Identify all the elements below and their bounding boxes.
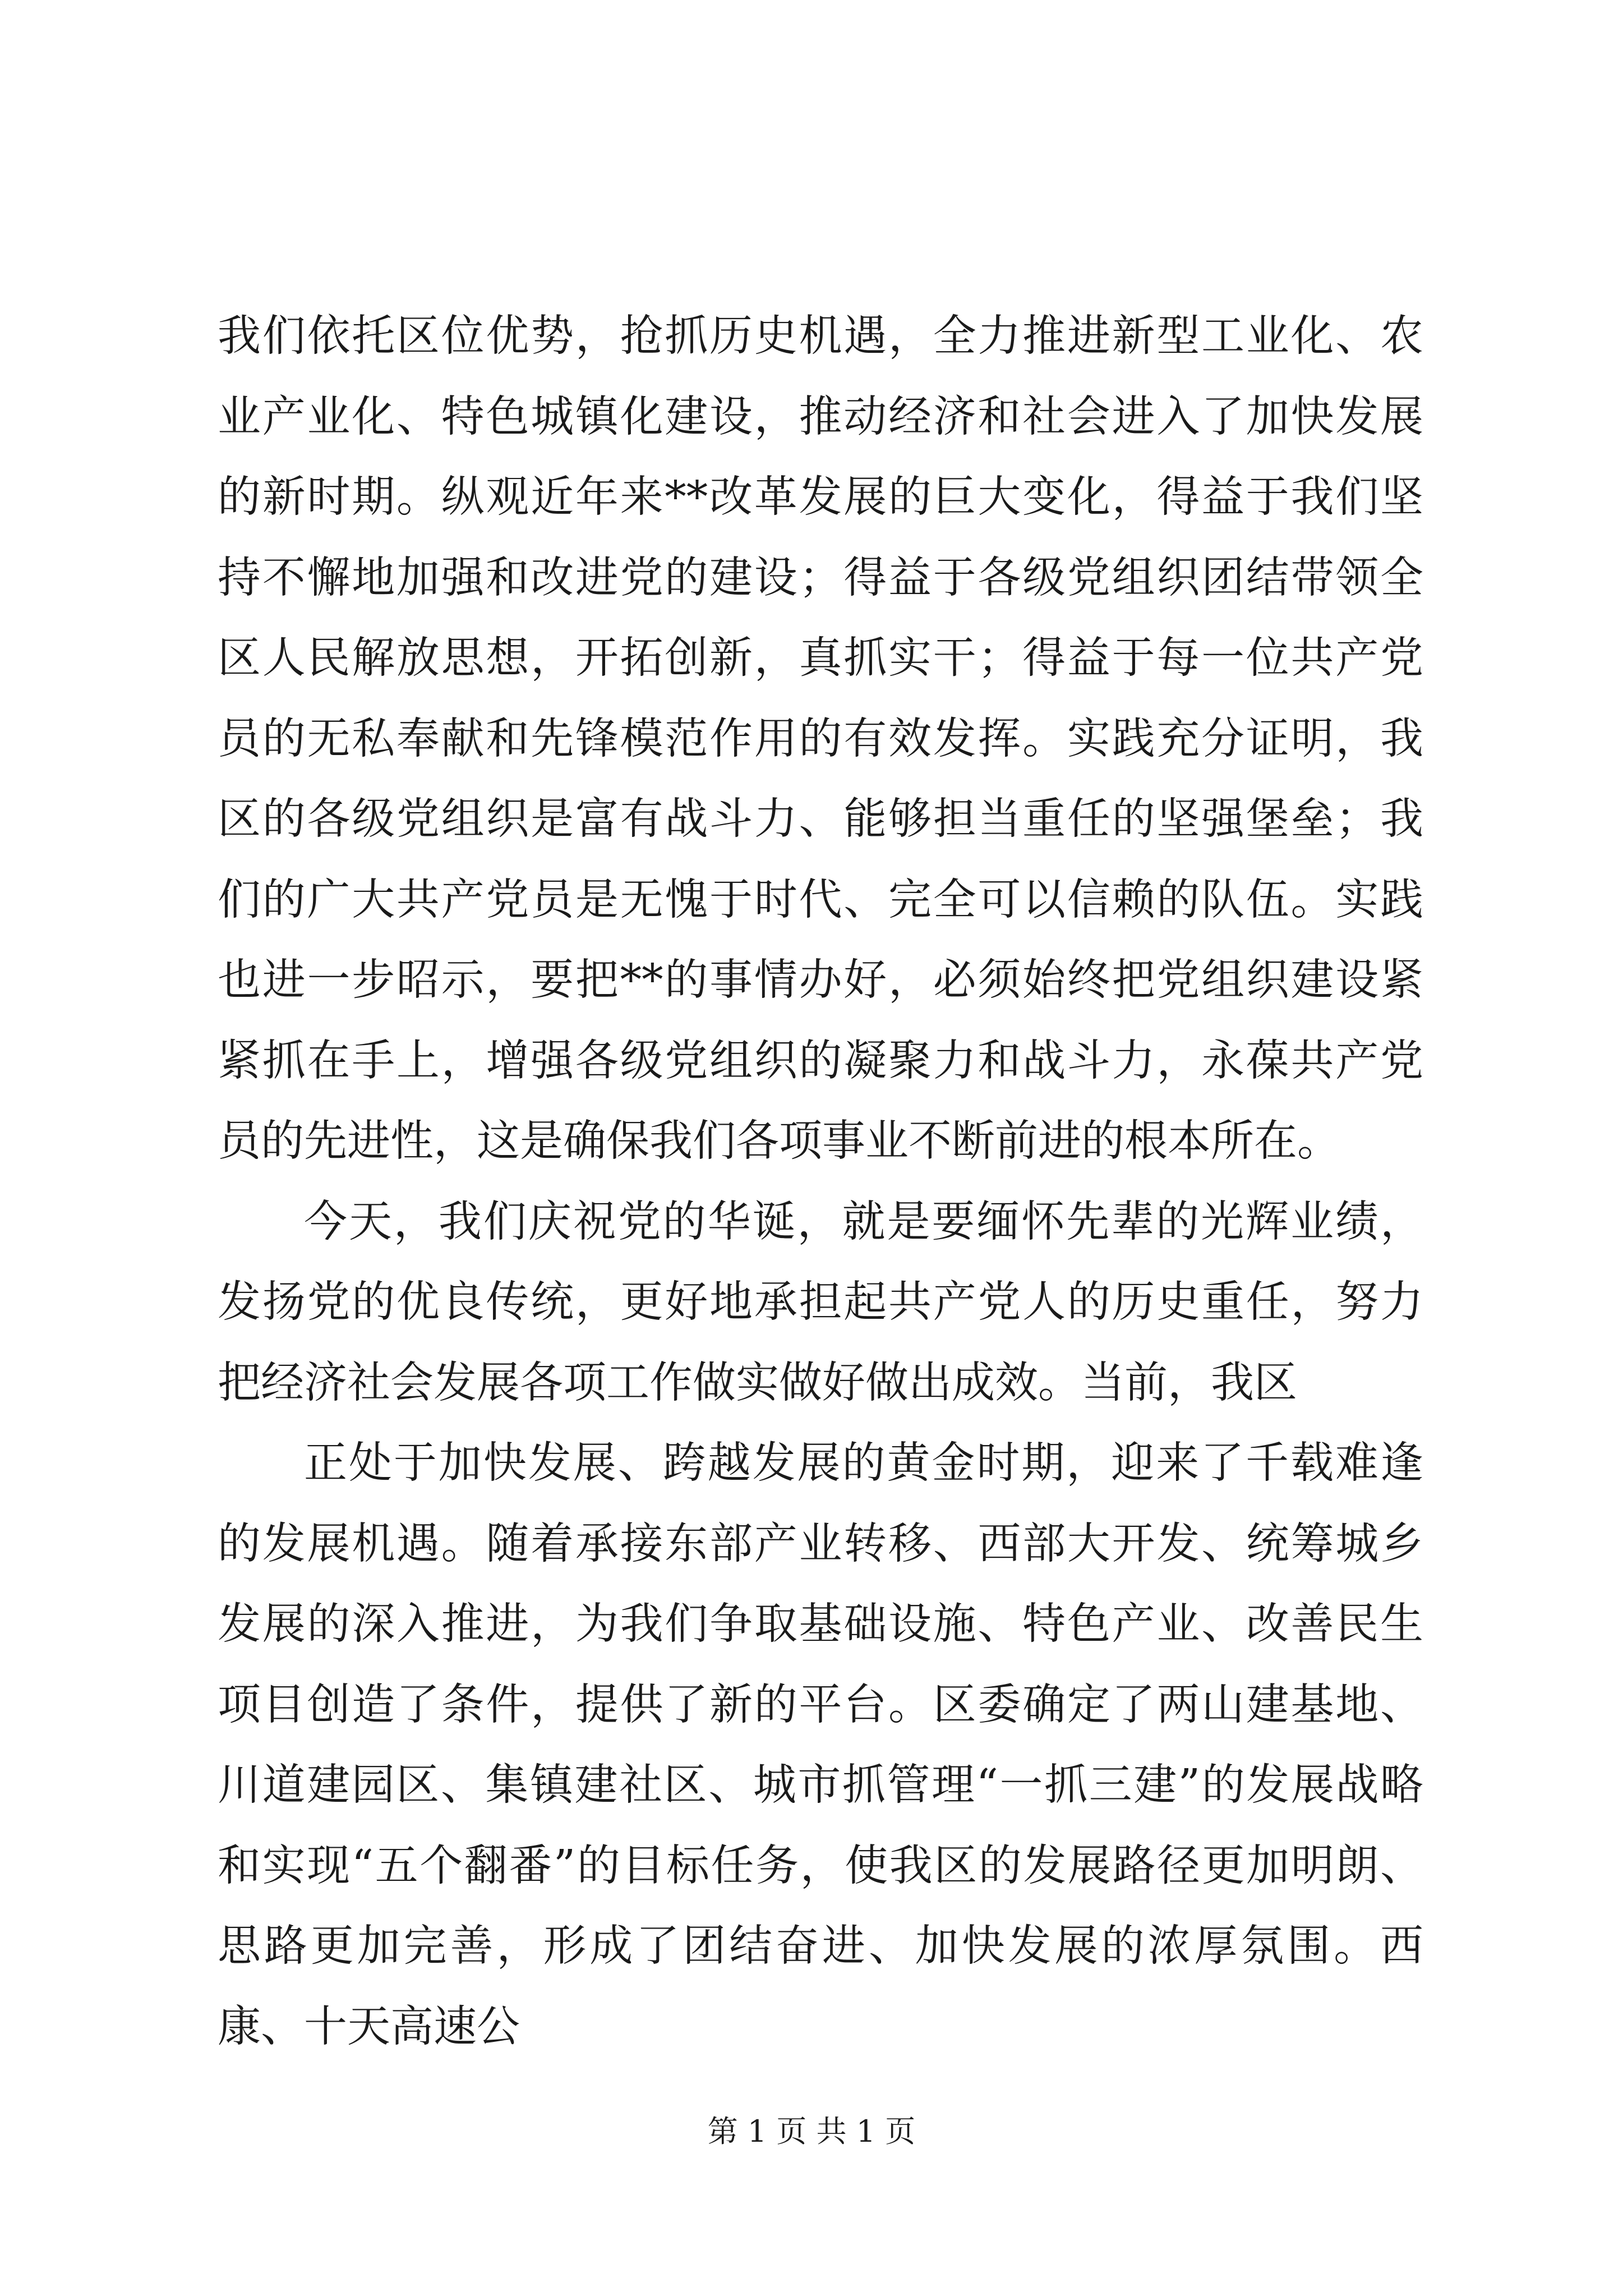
document-body <box>218 296 1423 2067</box>
page-footer: 第 1 页 共 1 页 <box>707 2114 916 2149</box>
paragraph-1: 我们依托区位优势，抢抓历史机遇，全力推进新型工业化、农业产业化、特色城镇化建设，推动经济和社会进入了加快发展的新时期。纵观近年来**改革发展的巨大变化，得益于我们坚持不懈地加强和改进党的建设；得益于各级党组织团结带领全区人民解放思想，开拓创新，真抓实干；得益于每一位共产党员的无私奉献和先锋模范作用的有效发挥。实践充分证明，我区的各级党组织是富有战斗力、能够担当重任的坚强堡垒；我们的广大共产党员是无愧于时代、完全可以信赖的队伍。实践也进一步昭示，要把**的事情办好，必须始终把党组织建设紧紧抓在手上，增强各级党组织的凝聚力和战斗力，永葆共产党员的先进性，这是确保我们各项事业不断前进的根本所在。 <box>218 311 1423 1166</box>
paragraph-2: 今天，我们庆祝党的华诞，就是要缅怀先辈的光辉业绩，发扬党的优良传统，更好地承担起共产党人的历史重任，努力把经济社会发展各项工作做实做好做出成效。当前，我区 <box>218 1197 1423 1408</box>
paragraph-3: 正处于加快发展、跨越发展的黄金时期，迎来了千载难逢的发展机遇。随着承接东部产业转移、西部大开发、统筹城乡发展的深入推进，为我们争取基础设施、特色产业、改善民生项目创造了条件，提供了新的平台。区委确定了两山建基地、川道建园区、集镇建社区、城市抓管理“一抓三建”的发展战略和实现“五个翻番”的目标任务，使我区的发展路径更加明朗、思路更加完善，形成了团结奋进、加快发展的浓厚氛围。西康、十天高速公 <box>218 1438 1423 2052</box>
